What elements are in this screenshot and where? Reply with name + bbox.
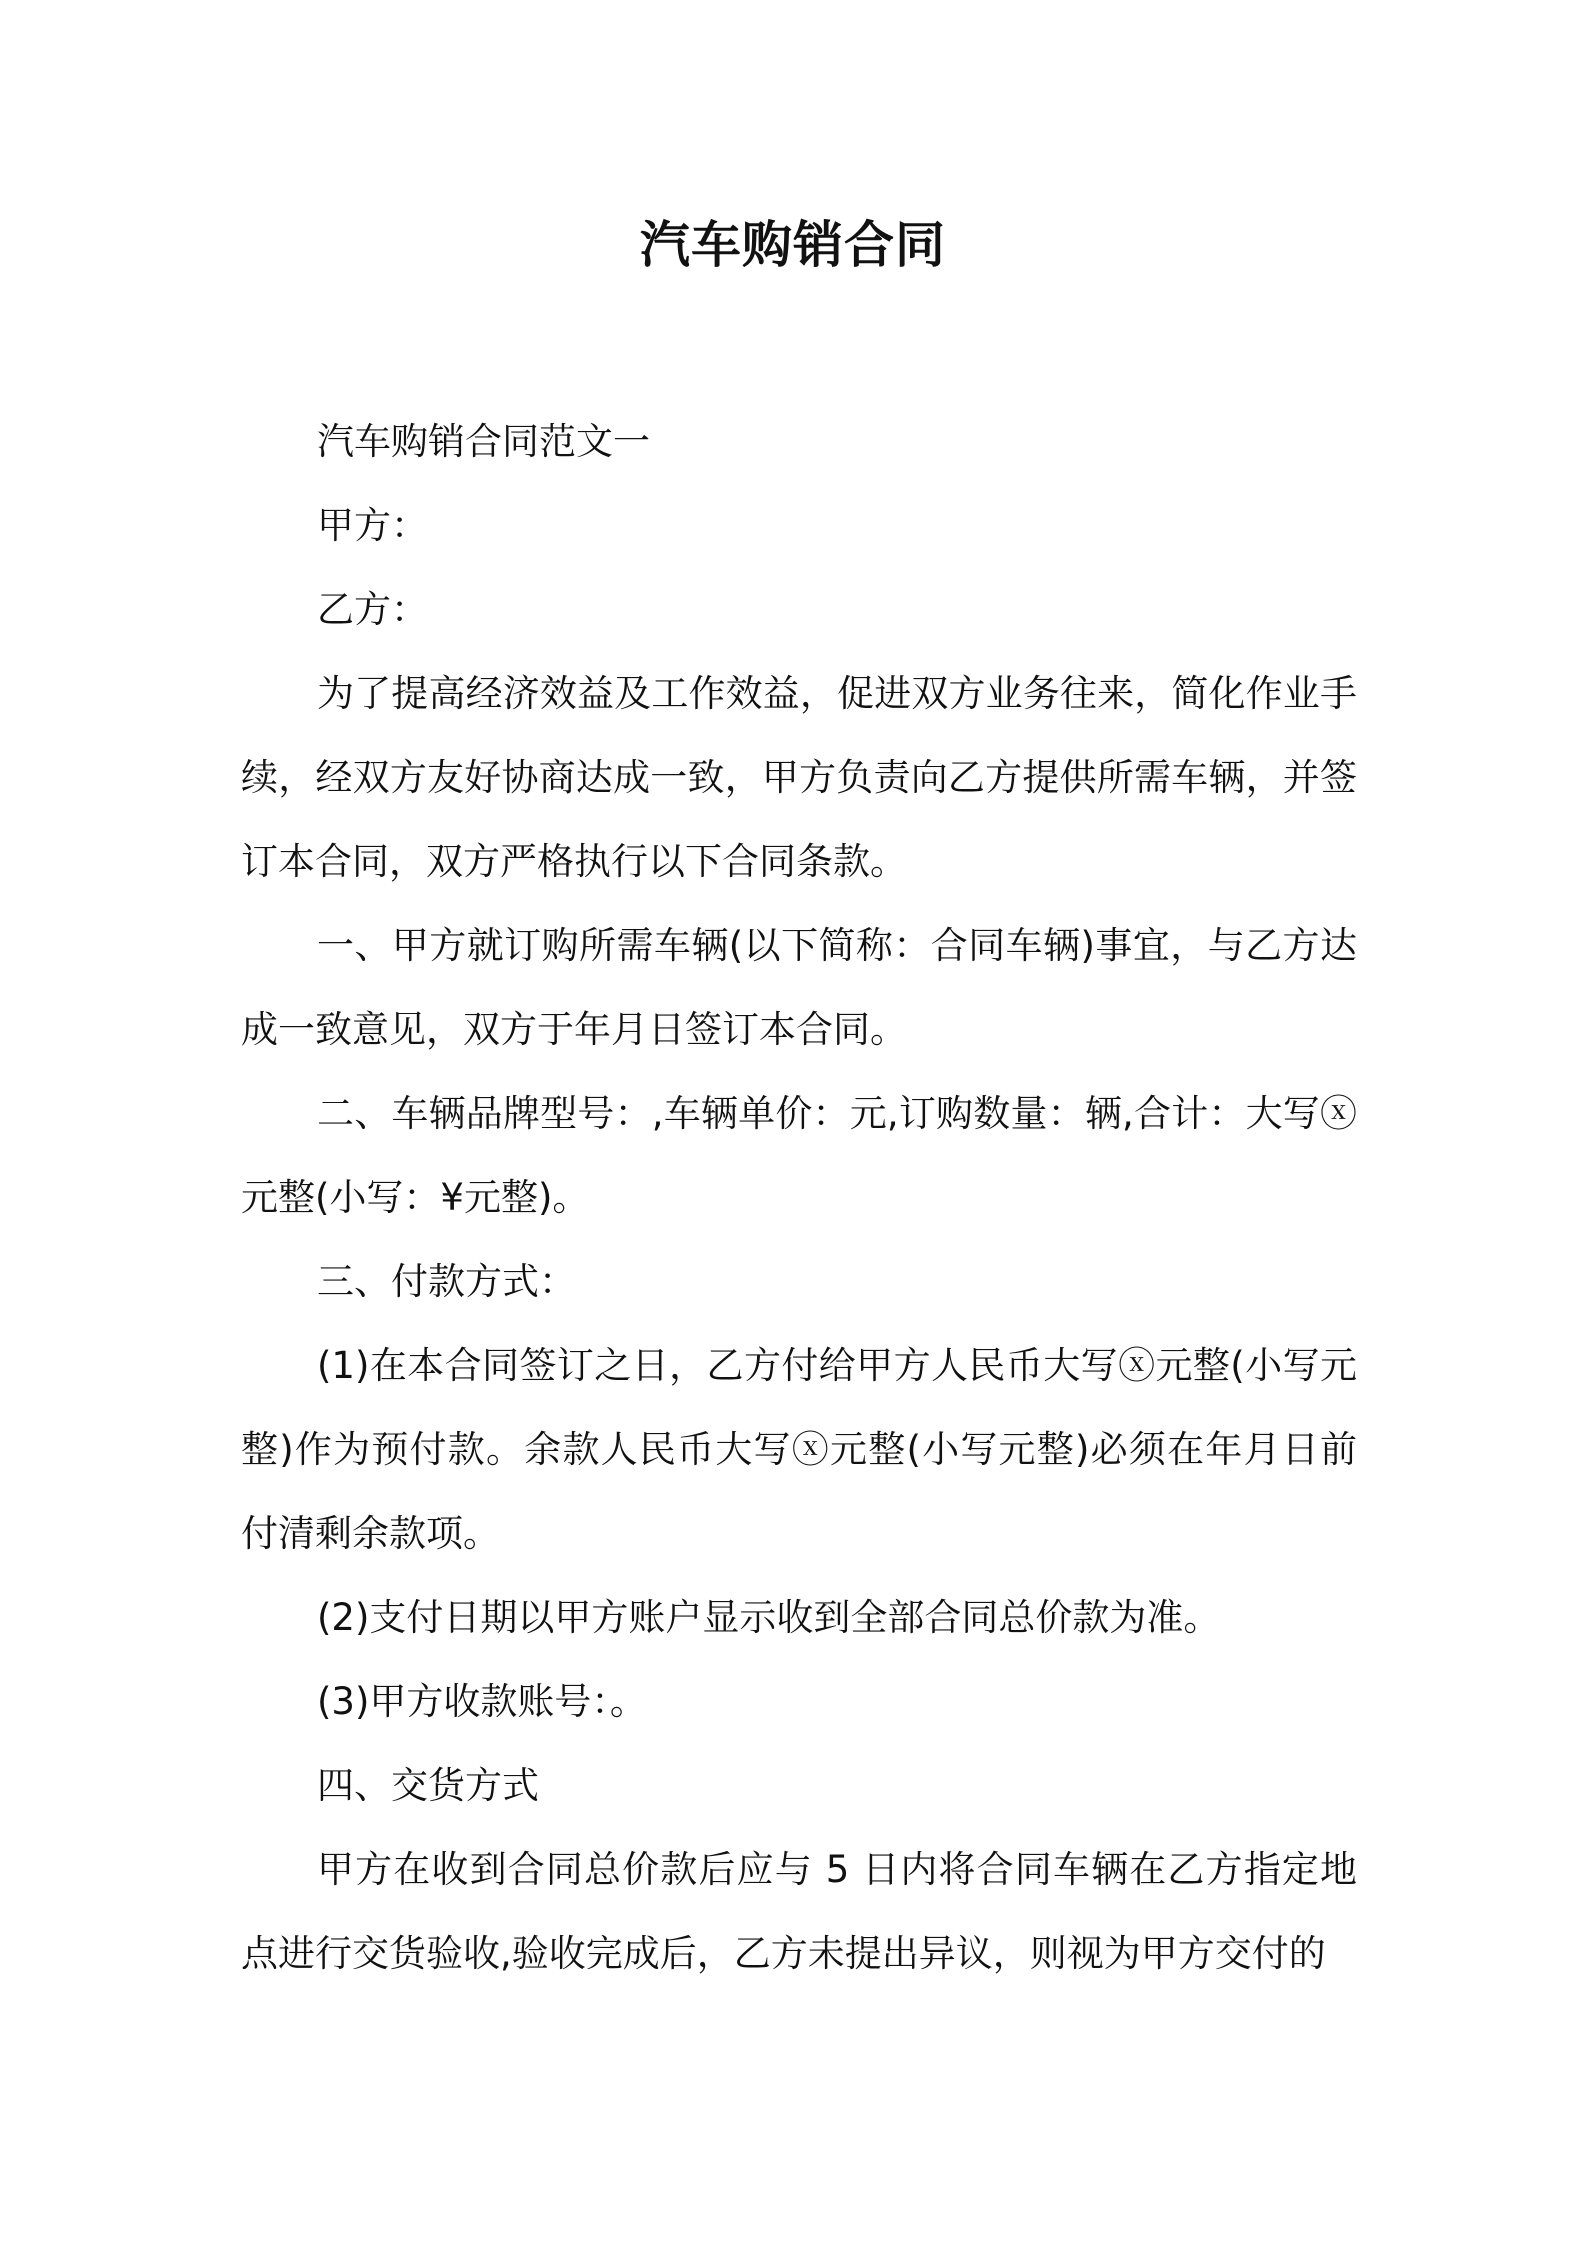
paragraph-clause-3-3: (3)甲方收款账号：。 [317, 1680, 647, 1723]
paragraph-clause-4: 四、交货方式 [317, 1764, 539, 1807]
paragraph-clause-3: 三、付款方式： [317, 1260, 576, 1303]
document-title: 汽车购销合同 [640, 216, 946, 274]
paragraph-party-a: 甲方： [317, 504, 428, 547]
paragraph-clause-3-1: (1)在本合同签订之日，乙方付给甲方人民币大写ⓧ元整(小写元整)作为预付款。余款人民币大写ⓧ元整(小写元整)必须在年月日前付清剩余款项。 [241, 1344, 1357, 1555]
paragraph-clause-4-body: 甲方在收到合同总价款后应与 5 日内将合同车辆在乙方指定地点进行交货验收,验收完成后，乙方未提出异议，则视为甲方交付的 [241, 1848, 1357, 1975]
paragraph-clause-3-2: (2)支付日期以甲方账户显示收到全部合同总价款为准。 [317, 1596, 1221, 1639]
paragraph-heading: 汽车购销合同范文一 [317, 420, 650, 463]
paragraph-clause-2: 二、车辆品牌型号：,车辆单价：元,订购数量：辆,合计：大写ⓧ元整(小写：¥元整)。 [241, 1092, 1357, 1219]
paragraph-party-b: 乙方： [317, 588, 428, 631]
document-body [241, 400, 1357, 1996]
paragraph-preamble: 为了提高经济效益及工作效益，促进双方业务往来，简化作业手续，经双方友好协商达成一致，甲方负责向乙方提供所需车辆，并签订本合同，双方严格执行以下合同条款。 [241, 672, 1357, 883]
paragraph-clause-1: 一、甲方就订购所需车辆(以下简称：合同车辆)事宜，与乙方达成一致意见，双方于年月日签订本合同。 [241, 924, 1357, 1051]
